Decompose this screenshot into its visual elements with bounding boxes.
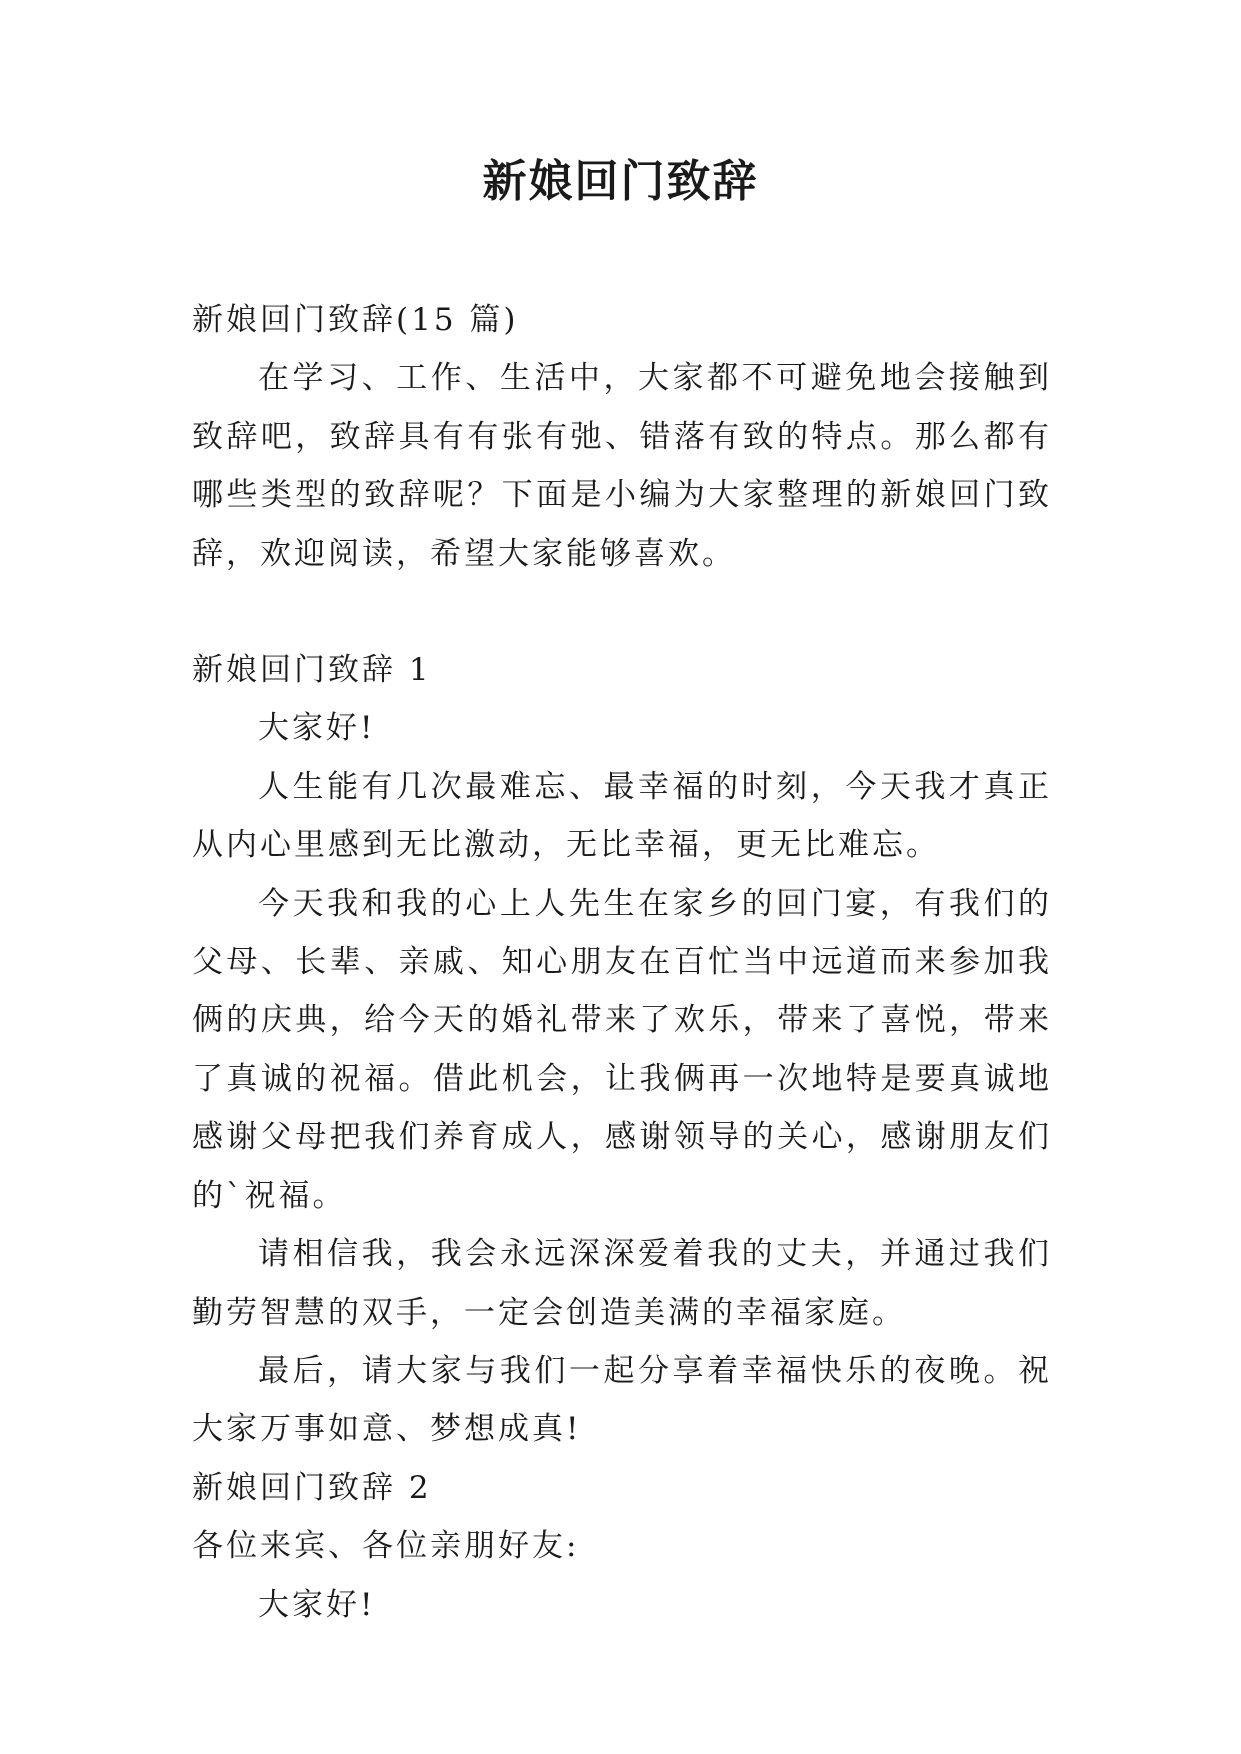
section-1-paragraph: 人生能有几次最难忘、最幸福的时刻，今天我才真正从内心里感到无比激动，无比幸福，更无比难忘。: [192, 768, 1052, 864]
section-1-greeting: 大家好!: [258, 710, 376, 747]
section-1-paragraph: 请相信我，我会永远深深爱着我的丈夫，并通过我们勤劳智慧的双手，一定会创造美满的幸福家庭。: [192, 1236, 1052, 1331]
section-1-paragraph: 最后，请大家与我们一起分享着幸福快乐的夜晚。祝大家万事如意、梦想成真!: [192, 1352, 1052, 1448]
section-2-heading: 新娘回门致辞 2: [192, 1469, 432, 1506]
section-spacer: [192, 583, 1052, 641]
document-title: 新娘回门致辞: [482, 156, 759, 207]
section-2-salutation: 各位来宾、各位亲朋好友:: [192, 1528, 580, 1565]
section-2-greeting: 大家好!: [258, 1586, 376, 1623]
collection-heading: 新娘回门致辞(15 篇): [192, 302, 519, 338]
section-1-heading: 新娘回门致辞 1: [192, 652, 432, 689]
document-body: [192, 291, 1052, 1634]
intro-paragraph: 在学习、工作、生活中，大家都不可避免地会接触到致辞吧，致辞具有有张有弛、错落有致的特点。那么都有哪些类型的致辞呢？下面是小编为大家整理的新娘回门致辞，欢迎阅读，希望大家能够喜欢。: [192, 360, 1052, 572]
section-1-paragraph: 今天我和我的心上人先生在家乡的回门宴，有我们的父母、长辈、亲戚、知心朋友在百忙当中远道而来参加我俩的庆典，给今天的婚礼带来了欢乐，带来了喜悦，带来了真诚的祝福。借此机会，让我俩再一次地特是要真诚地感谢父母把我们养育成人，感谢领导的关心，感谢朋友们的`祝福。: [192, 885, 1052, 1214]
